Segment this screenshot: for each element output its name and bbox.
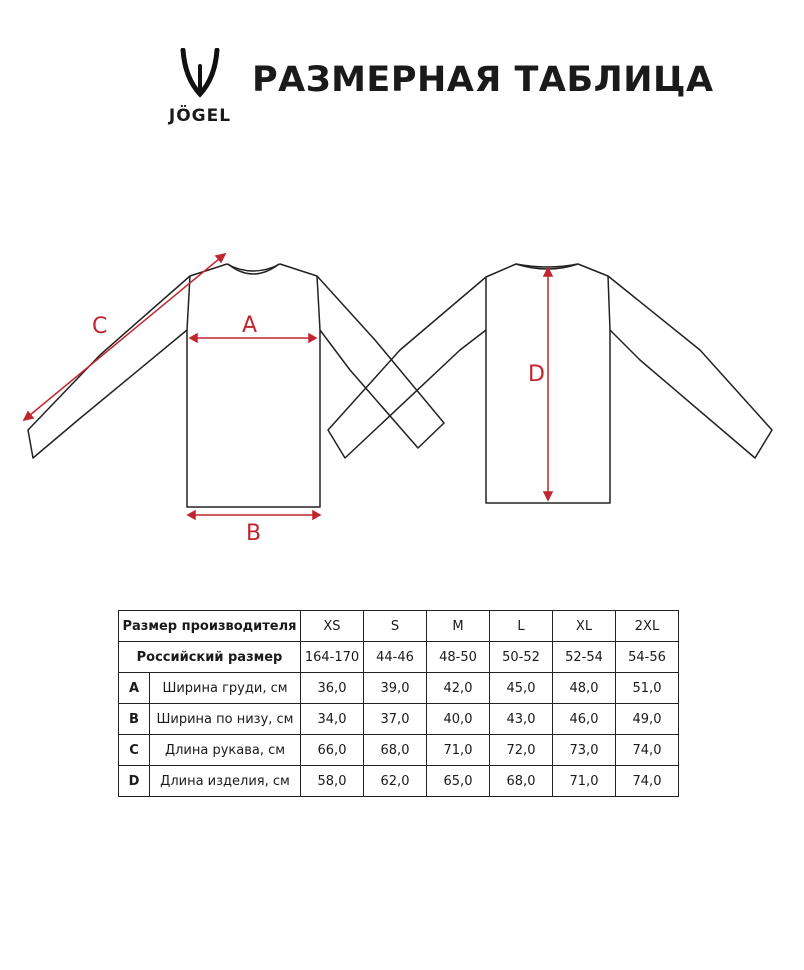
measure-b-label: B [246,521,262,546]
value-cell: 40,0 [427,704,490,735]
value-cell: 48,0 [553,673,616,704]
row-letter: B [119,704,150,735]
value-cell: 62,0 [364,766,427,797]
size-cell: XL [553,611,616,642]
russian-size-cell: 54-56 [616,642,679,673]
value-cell: 74,0 [616,766,679,797]
value-cell: 68,0 [490,766,553,797]
value-cell: 39,0 [364,673,427,704]
row-letter: A [119,673,150,704]
value-cell: 49,0 [616,704,679,735]
russian-size-cell: 164-170 [301,642,364,673]
value-cell: 36,0 [301,673,364,704]
row-letter: D [119,766,150,797]
value-cell: 68,0 [364,735,427,766]
value-cell: 73,0 [553,735,616,766]
shirt-front [28,264,444,507]
value-cell: 46,0 [553,704,616,735]
size-cell: S [364,611,427,642]
russian-size-cell: 44-46 [364,642,427,673]
value-cell: 43,0 [490,704,553,735]
row-param: Длина изделия, см [150,766,301,797]
table-row [119,704,679,735]
measure-c-label: C [92,314,108,339]
row-param: Длина рукава, см [150,735,301,766]
shirt-back [328,264,772,503]
russian-size-cell: 48-50 [427,642,490,673]
value-cell: 42,0 [427,673,490,704]
header-label: Размер производителя [119,611,301,642]
size-cell: 2XL [616,611,679,642]
garment-diagram [0,230,804,550]
russian-size-label: Российский размер [119,642,301,673]
value-cell: 71,0 [427,735,490,766]
brand-name: JÖGEL [168,106,232,126]
value-cell: 37,0 [364,704,427,735]
table-row [119,735,679,766]
table-row [119,642,679,673]
value-cell: 71,0 [553,766,616,797]
page-title: РАЗМЕРНАЯ ТАБЛИЦА [252,60,714,100]
russian-size-cell: 50-52 [490,642,553,673]
brand-logo [150,48,250,128]
value-cell: 65,0 [427,766,490,797]
value-cell: 34,0 [301,704,364,735]
row-letter: C [119,735,150,766]
table-row [119,673,679,704]
measure-d-label: D [528,362,545,387]
value-cell: 51,0 [616,673,679,704]
value-cell: 72,0 [490,735,553,766]
size-cell: M [427,611,490,642]
row-param: Ширина по низу, см [150,704,301,735]
value-cell: 74,0 [616,735,679,766]
size-table [118,610,679,797]
measure-a-label: A [242,313,258,338]
table-row [119,611,679,642]
table-row [119,766,679,797]
size-cell: XS [301,611,364,642]
value-cell: 45,0 [490,673,553,704]
russian-size-cell: 52-54 [553,642,616,673]
value-cell: 58,0 [301,766,364,797]
value-cell: 66,0 [301,735,364,766]
jogel-emblem-icon [175,48,225,103]
size-cell: L [490,611,553,642]
row-param: Ширина груди, см [150,673,301,704]
